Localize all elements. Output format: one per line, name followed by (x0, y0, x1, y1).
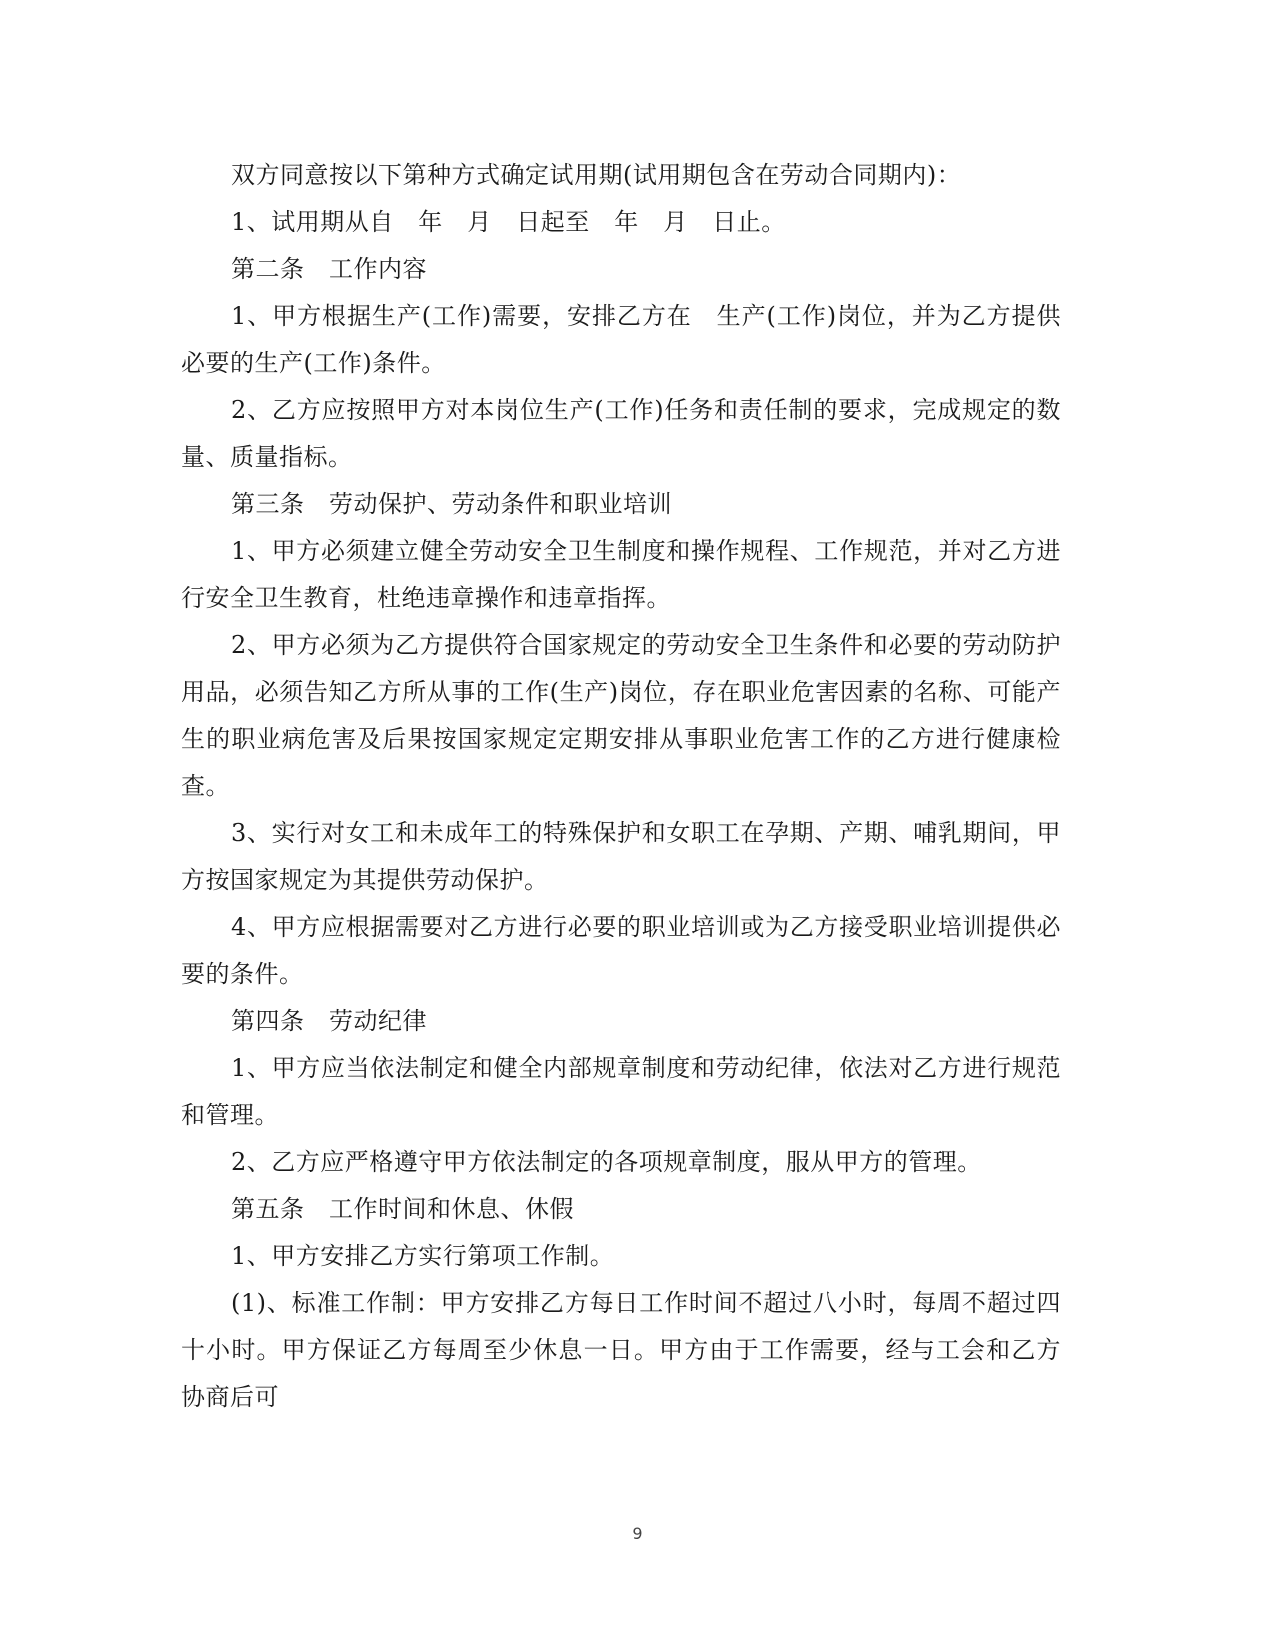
paragraph-article-3-item-1: 1、甲方必须建立健全劳动安全卫生制度和操作规程、工作规范，并对乙方进行安全卫生教育，杜绝违章操作和违章指挥。 (181, 537, 1061, 612)
paragraph-standard-work-system: (1)、标准工作制：甲方安排乙方每日工作时间不超过八小时，每周不超过四十小时。甲方保证乙方每周至少休息一日。甲方由于工作需要，经与工会和乙方协商后可 (181, 1289, 1061, 1411)
paragraph-article-4-item-1: 1、甲方应当依法制定和健全内部规章制度和劳动纪律，依法对乙方进行规范和管理。 (181, 1054, 1061, 1129)
paragraph-probation-dates: 1、试用期从自 年 月 日起至 年 月 日止。 (231, 208, 786, 236)
paragraph-probation-method: 双方同意按以下第种方式确定试用期(试用期包含在劳动合同期内)： (231, 161, 962, 189)
paragraph-article-4-item-2: 2、乙方应严格遵守甲方依法制定的各项规章制度，服从甲方的管理。 (231, 1148, 982, 1176)
paragraph-article-5-item-1: 1、甲方安排乙方实行第项工作制。 (231, 1242, 615, 1270)
paragraph-article-3-item-2: 2、甲方必须为乙方提供符合国家规定的劳动安全卫生条件和必要的劳动防护用品，必须告知乙方所从事的工作(生产)岗位，存在职业危害因素的名称、可能产生的职业病危害及后果按国家规定定期安排从事职业危害工作的乙方进行健康检查。 (181, 631, 1061, 800)
paragraph-article-3-item-3: 3、实行对女工和未成年工的特殊保护和女职工在孕期、产期、哺乳期间，甲方按国家规定为其提供劳动保护。 (181, 819, 1061, 894)
article-4-heading: 第四条 劳动纪律 (231, 1007, 427, 1035)
article-5-heading: 第五条 工作时间和休息、休假 (231, 1195, 574, 1223)
page-number: 9 (632, 1524, 643, 1543)
article-3-heading: 第三条 劳动保护、劳动条件和职业培训 (231, 490, 672, 518)
document-body (181, 152, 1061, 1421)
article-2-heading: 第二条 工作内容 (231, 255, 427, 283)
paragraph-article-3-item-4: 4、甲方应根据需要对乙方进行必要的职业培训或为乙方接受职业培训提供必要的条件。 (181, 913, 1061, 988)
paragraph-article-2-item-2: 2、乙方应按照甲方对本岗位生产(工作)任务和责任制的要求，完成规定的数量、质量指标。 (181, 396, 1061, 471)
paragraph-article-2-item-1: 1、甲方根据生产(工作)需要，安排乙方在 生产(工作)岗位，并为乙方提供必要的生产(工作)条件。 (181, 302, 1061, 377)
